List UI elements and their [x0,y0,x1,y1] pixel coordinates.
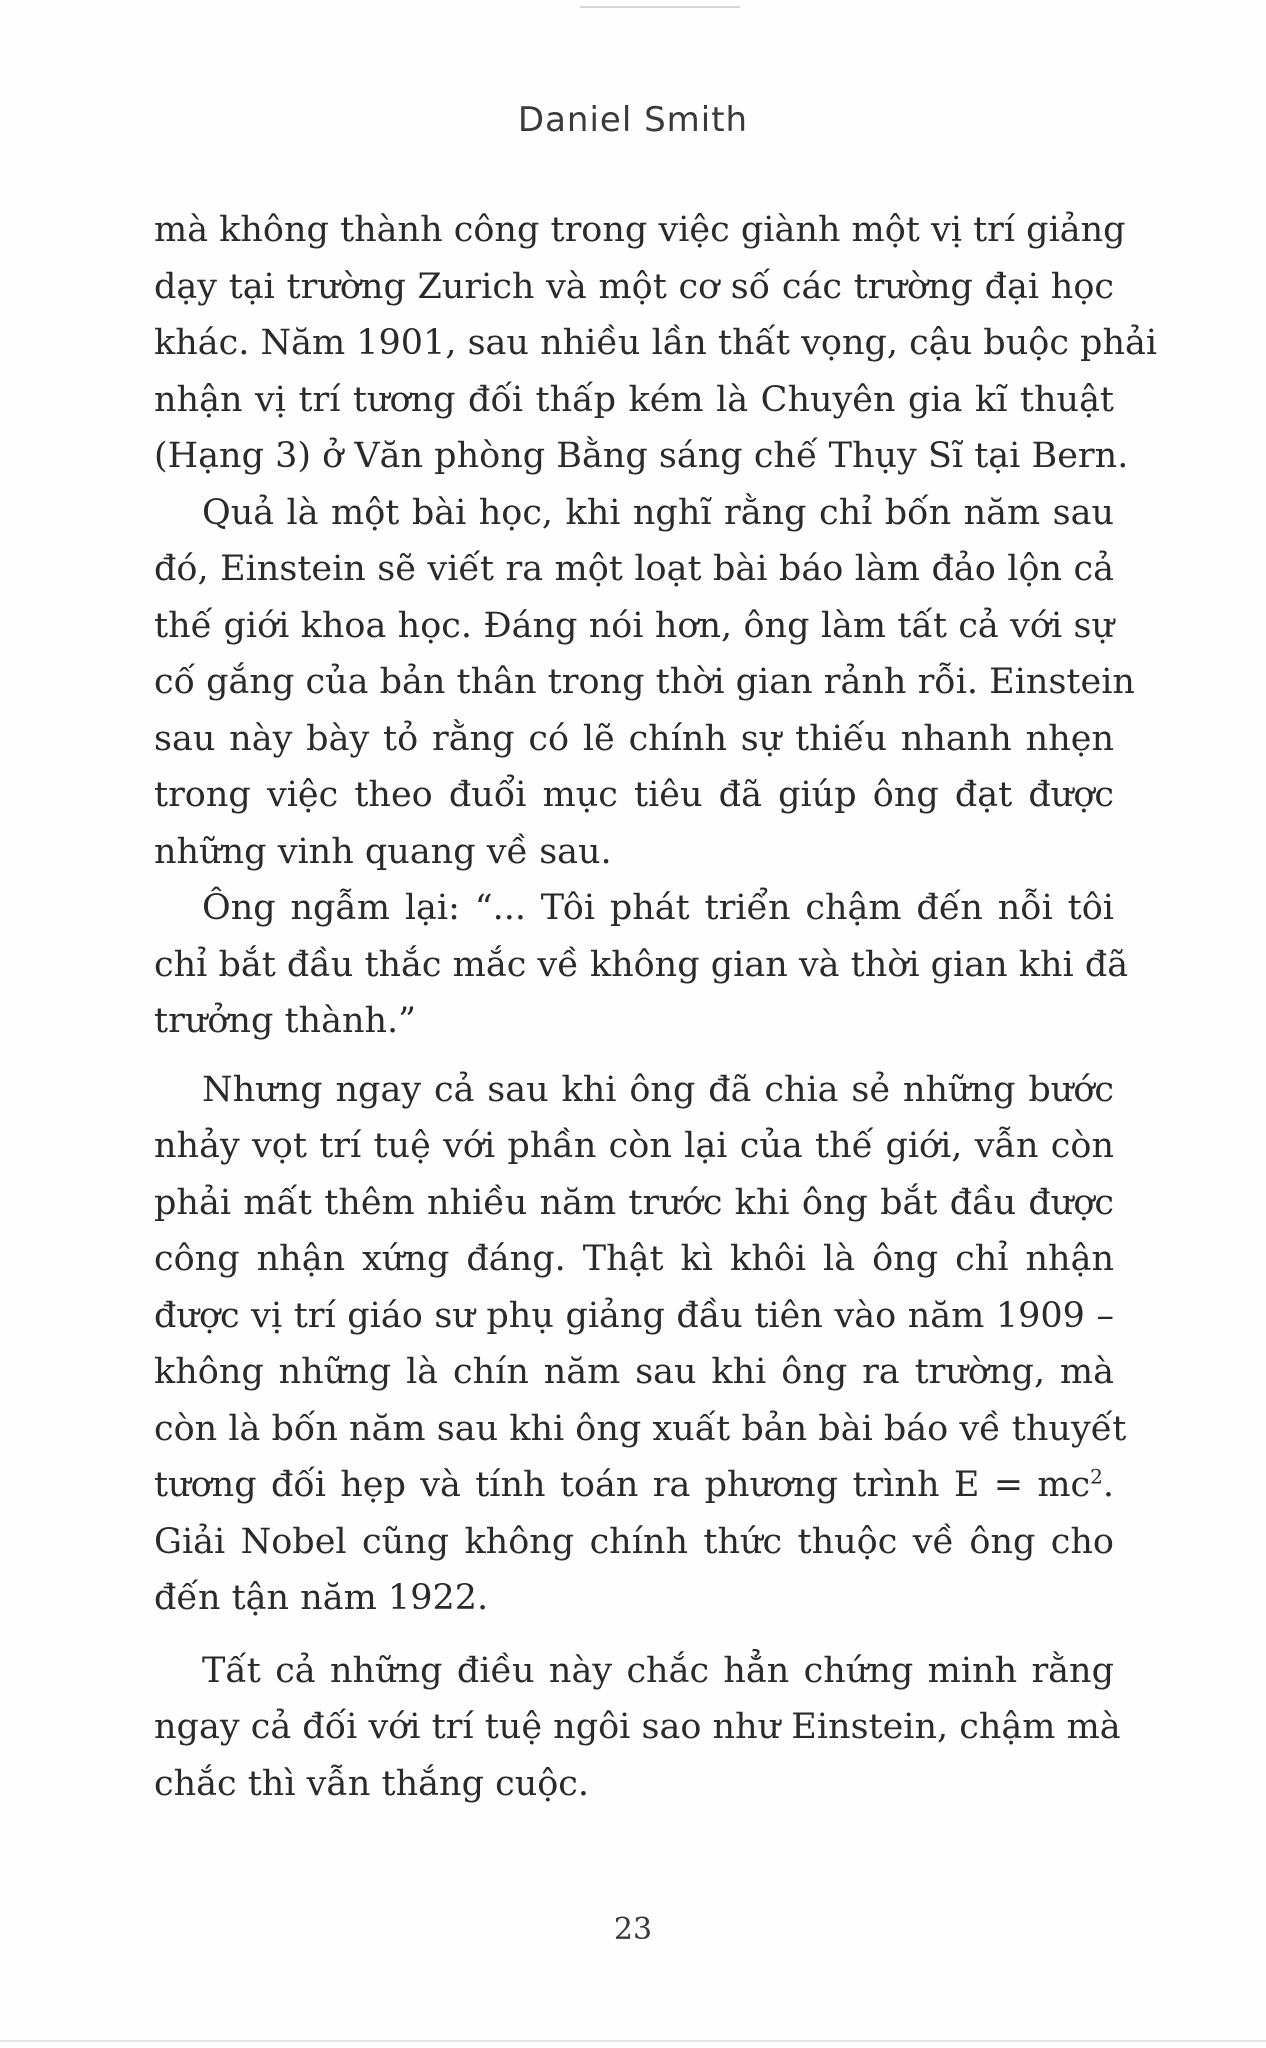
text-line: chỉ bắt đầu thắc mắc về không gian và thời gian khi đã [154,944,1129,985]
text-line: sau này bày tỏ rằng có lẽ chính sự thiếu nhanh nhẹn [154,718,1114,759]
text-line: những vinh quang về sau. [154,831,612,872]
equation-period: . [1102,1465,1114,1505]
text-line: cố gắng của bản thân trong thời gian rảnh rỗi. Einstein [154,662,1135,702]
scan-edge-line [580,6,740,8]
text-line: đến tận năm 1922. [154,1578,489,1618]
text-line: mà không thành công trong việc giành một vị trí giảng [154,210,1126,250]
text-line: khác. Năm 1901, sau nhiều lần thất vọng, cậu buộc phải [154,323,1158,363]
running-header-author: Daniel Smith [517,100,749,140]
text-line: Nhưng ngay cả sau khi ông đã chia sẻ những bước [202,1069,1114,1110]
body-text [154,202,1158,1812]
text-line: dạy tại trường Zurich và một cơ số các trường đại học [154,266,1114,307]
text-line: còn là bốn năm sau khi ông xuất bản bài báo về thuyết [154,1408,1127,1449]
text-line: Tất cả những điều này chắc hẳn chứng minh rằng [202,1650,1114,1691]
equation-text: tương đối hẹp và tính toán ra phương trình E = mc [154,1465,1091,1505]
text-line: Quả là một bài học, khi nghĩ rằng chỉ bốn năm sau [202,492,1114,533]
text-line: nhận vị trí tương đối thấp kém là Chuyên gia kĩ thuật [154,379,1114,420]
text-line: trong việc theo đuổi mục tiêu đã giúp ông đạt được [154,775,1114,815]
page-number: 23 [613,1912,653,1947]
text-line: công nhận xứng đáng. Thật kì khôi là ông chỉ nhận [154,1239,1114,1279]
text-line: nhảy vọt trí tuệ với phần còn lại của thế giới, vẫn còn [154,1126,1114,1166]
text-line: được vị trí giáo sư phụ giảng đầu tiên vào năm 1909 – [154,1295,1114,1336]
text-line: phải mất thêm nhiều năm trước khi ông bắt đầu được [154,1182,1114,1223]
text-line: không những là chín năm sau khi ông ra trường, mà [154,1352,1114,1392]
text-line: chắc thì vẫn thắng cuộc. [154,1763,590,1804]
text-line: ngay cả đối với trí tuệ ngôi sao như Einstein, chậm mà [154,1707,1121,1747]
equation-superscript: 2 [1090,1464,1103,1489]
text-line: trưởng thành.” [154,1001,417,1041]
text-line-equation [154,1457,1114,1514]
text-line: đó, Einstein sẽ viết ra một loạt bài báo làm đảo lộn cả [154,549,1114,589]
text-line: (Hạng 3) ở Văn phòng Bằng sáng chế Thụy Sĩ tại Bern. [154,436,1129,476]
text-line: Giải Nobel cũng không chính thức thuộc về ông cho [154,1521,1114,1562]
scan-edge-line-bottom [0,2040,1266,2042]
text-line: Ông ngẫm lại: “... Tôi phát triển chậm đến nỗi tôi [202,888,1114,928]
text-line: thế giới khoa học. Đáng nói hơn, ông làm tất cả với sự [154,605,1114,646]
